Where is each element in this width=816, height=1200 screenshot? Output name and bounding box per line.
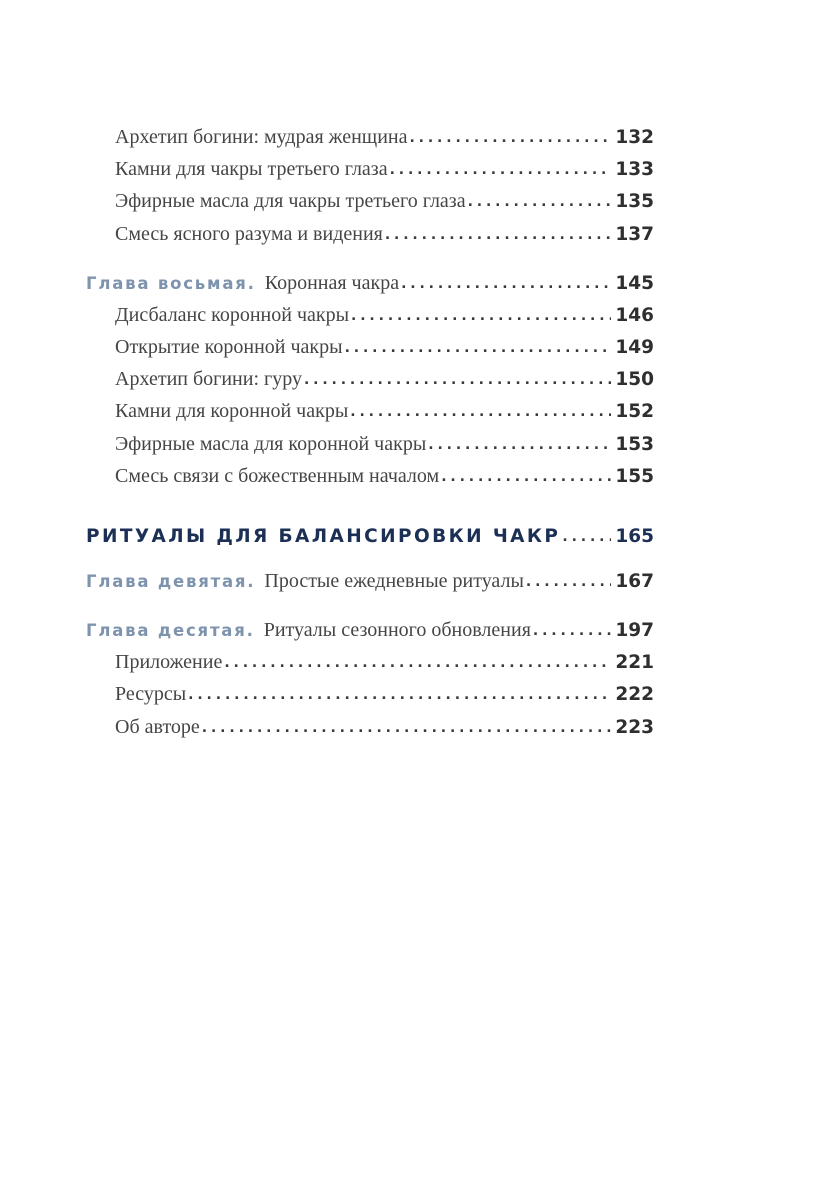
toc-entry-title: Эфирные масла для коронной чакры <box>115 433 427 455</box>
toc-entry[interactable] <box>115 336 654 366</box>
toc-entry-page: 132 <box>615 127 654 148</box>
toc-entry-page: 221 <box>615 652 654 673</box>
chapter-prefix: Глава восьмая. <box>86 274 256 293</box>
toc-entry[interactable] <box>115 716 654 746</box>
dot-leader <box>468 194 612 210</box>
toc-entry-page: 152 <box>615 401 654 422</box>
dot-leader <box>526 574 611 590</box>
toc-entry[interactable] <box>115 465 654 495</box>
dot-leader <box>390 162 612 178</box>
dot-leader <box>533 623 611 639</box>
dot-leader <box>562 529 611 545</box>
toc-entry[interactable] <box>115 433 654 463</box>
toc-chapter-9[interactable] <box>86 570 654 600</box>
toc-entry-title: Смесь связи с божественным началом <box>115 465 440 487</box>
toc-entry-title: Архетип богини: мудрая женщина <box>115 126 408 148</box>
toc-entry-title: Открытие коронной чакры <box>115 336 343 358</box>
toc-chapter-10[interactable] <box>86 619 654 649</box>
toc-entry-page: 155 <box>615 466 654 487</box>
toc-entry-page: 149 <box>615 337 654 358</box>
toc-chapter-8[interactable] <box>86 272 654 302</box>
toc-entry-page: 153 <box>615 434 654 455</box>
dot-leader <box>351 308 611 324</box>
toc-entry-title: Камни для чакры третьего глаза <box>115 158 388 180</box>
toc-entry-title: Дисбаланс коронной чакры <box>115 304 350 326</box>
chapter-page: 167 <box>615 571 654 592</box>
toc-entry[interactable] <box>115 400 654 430</box>
dot-leader <box>202 720 612 736</box>
toc-entry-title: Об авторе <box>115 716 200 738</box>
part-title: РИТУАЛЫ ДЛЯ БАЛАНСИРОВКИ ЧАКР <box>86 526 561 547</box>
toc-entry-page: 223 <box>615 717 654 738</box>
toc-entry-page: 146 <box>615 305 654 326</box>
toc-entry-title: Камни для коронной чакры <box>115 400 349 422</box>
dot-leader <box>385 227 612 243</box>
dot-leader <box>345 340 612 356</box>
dot-leader <box>428 437 611 453</box>
toc-entry-title: Приложение <box>115 651 223 673</box>
chapter-title: Ритуалы сезонного обновления <box>263 619 531 641</box>
toc-entry[interactable] <box>115 651 654 681</box>
chapter-page: 145 <box>615 273 654 294</box>
toc-entry-page: 135 <box>615 191 654 212</box>
toc-entry[interactable] <box>115 304 654 334</box>
toc-entry-title: Архетип богини: гуру <box>115 368 302 390</box>
chapter-prefix: Глава десятая. <box>86 621 255 640</box>
chapter-page: 197 <box>615 620 654 641</box>
toc-entry-title: Эфирные масла для чакры третьего глаза <box>115 190 466 212</box>
dot-leader <box>304 372 611 388</box>
dot-leader <box>401 276 611 292</box>
toc-entry[interactable] <box>115 158 654 188</box>
dot-leader <box>350 404 611 420</box>
toc-entry[interactable] <box>115 126 654 156</box>
dot-leader <box>409 130 611 146</box>
toc-entry-page: 150 <box>615 369 654 390</box>
dot-leader <box>188 687 611 703</box>
toc-entry-title: Смесь ясного разума и видения <box>115 223 383 245</box>
toc-entry-page: 222 <box>615 684 654 705</box>
toc-entry-title: Ресурсы <box>115 683 187 705</box>
chapter-title: Простые ежедневные ритуалы <box>264 570 524 592</box>
toc-entry-page: 137 <box>615 224 654 245</box>
toc-entry[interactable] <box>115 223 654 253</box>
toc-entry-page: 133 <box>615 159 654 180</box>
part-page: 165 <box>615 526 654 547</box>
toc-entry[interactable] <box>115 683 654 713</box>
toc-entry[interactable] <box>115 368 654 398</box>
chapter-prefix: Глава девятая. <box>86 572 256 591</box>
toc-part-heading[interactable] <box>86 526 654 556</box>
dot-leader <box>441 469 611 485</box>
toc-entry[interactable] <box>115 190 654 220</box>
dot-leader <box>224 655 611 671</box>
chapter-title: Коронная чакра <box>264 272 400 294</box>
